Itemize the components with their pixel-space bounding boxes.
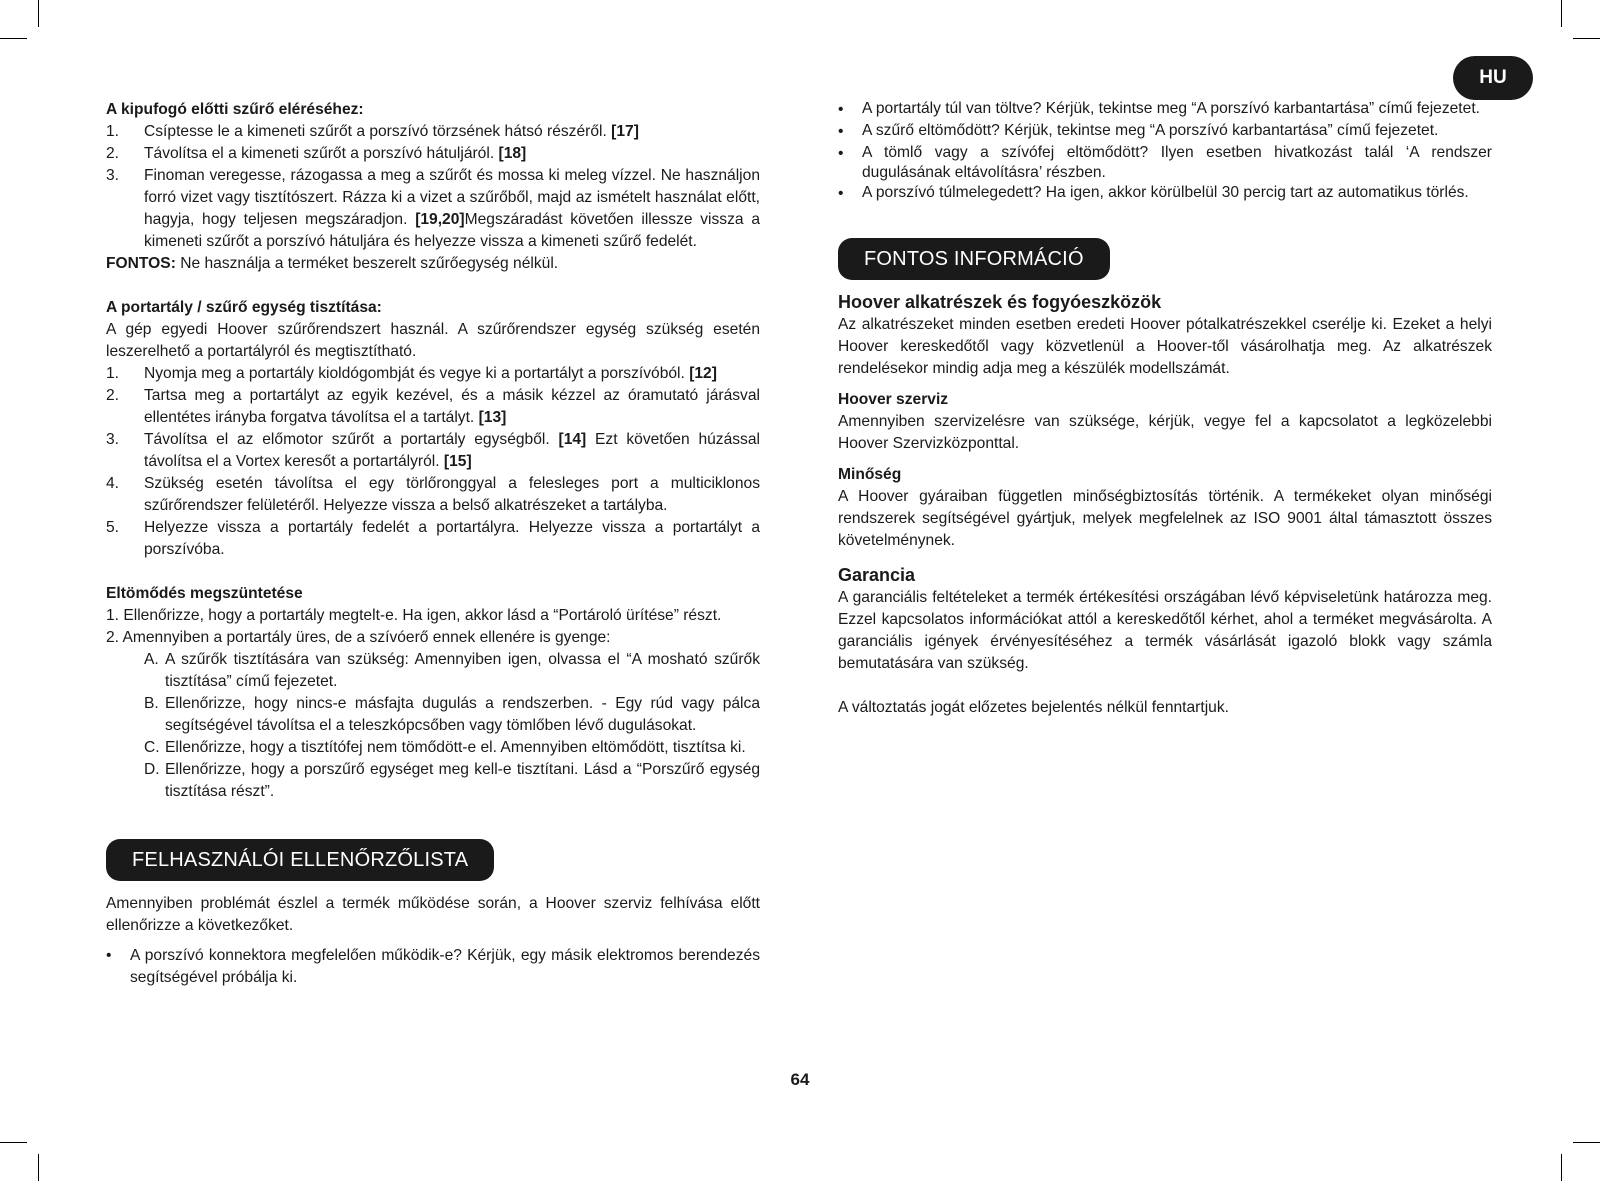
list-item: B. Ellenőrizze, hogy nincs-e másfajta dugulás a rendszerben. - Egy rúd vagy pálca segítségével távolítsa el a teleszkópcsőben vagy tömlőben lévő dugulásokat. xyxy=(144,695,760,734)
list-item: 3. Finoman veregesse, rázogassa a meg a szűrőt és mossa ki meleg vízzel. Ne használjon forró vizet vagy tisztítószert. Rázza ki a vizet a szűrőből, majd az ismételt használat előtt, hagyja, hogy teljesen megszáradjon. [19,20]Megszáradást követően illessze vissza a kimeneti szűrőt a porszívó hátuljára és helyezze vissza a kimeneti szűrő fedelét. xyxy=(106,167,761,250)
list-item: 3. Távolítsa el az előmotor szűrőt a portartály egységből. [14] Ezt követően húzással távolítsa el a Vortex keresőt a portartályról. [15] xyxy=(106,431,760,470)
list-item: 5. Helyezze vissza a portartály fedelét a portartályra. Helyezze vissza a portartályt a porszívóba. xyxy=(106,519,760,558)
list-item: C. Ellenőrizze, hogy a tisztítófej nem tömődött-e el. Amennyiben eltömődött, tisztítsa ki. xyxy=(144,739,746,756)
quality-text: A Hoover gyáraiban független minőségbiztosítás történik. A termékeket olyan minőségi rendszerek segítségével gyártjuk, melyek megfelelnek az ISO 9001 által támasztott összes követelménynek. xyxy=(838,488,1492,549)
blockage-heading: Eltömődés megszüntetése xyxy=(106,585,303,602)
crop-mark xyxy=(38,0,39,27)
crop-mark xyxy=(1561,1154,1562,1181)
list-item: D. Ellenőrizze, hogy a porszűrő egységet meg kell-e tisztítani. Lásd a “Porszűrő egység tisztítása részt”. xyxy=(144,761,760,800)
parts-heading: Hoover alkatrészek és fogyóeszközök xyxy=(838,292,1162,312)
warranty-heading: Garancia xyxy=(838,565,916,585)
checklist-intro: Amennyiben problémát észlel a termék működése során, a Hoover szerviz felhívása előtt ellenőrizze a következőket. xyxy=(106,895,760,934)
list-item: • A porszívó konnektora megfelelően működik-e? Kérjük, egy másik elektromos berendezés segítségével próbálja ki. xyxy=(106,947,760,986)
crop-mark xyxy=(1561,0,1562,27)
crop-mark xyxy=(1573,1142,1600,1143)
list-item: 4. Szükség esetén távolítsa el egy törlőronggyal a felesleges port a multiciklonos szűrőrendszer felületéről. Helyezze vissza a belső alkatrészeket a tartályba. xyxy=(106,475,760,514)
important-note: FONTOS: Ne használja a terméket beszerelt szűrőegység nélkül. xyxy=(106,255,559,272)
list-item: 1. Csíptesse le a kimeneti szűrőt a porszívó törzsének hátsó részéről. [17] xyxy=(106,123,639,140)
left-column xyxy=(106,99,760,989)
list-item: • A szűrő eltömődött? Kérjük, tekintse meg “A porszívó karbantartása” című fejezetet. xyxy=(838,122,1439,140)
important-info-heading: FONTOS INFORMÁCIÓ xyxy=(838,238,1110,280)
user-checklist-heading: FELHASZNÁLÓI ELLENŐRZŐLISTA xyxy=(106,839,494,881)
list-item: 2. Tartsa meg a portartályt az egyik kezével, és a másik kézzel az óramutató járásval ellentétes irányba forgatva távolítsa el a tartályt. [13] xyxy=(106,387,760,426)
warranty-text: A garanciális feltételeket a termék értékesítési országában lévő képviseletünk határozza meg. Ezzel kapcsolatos információkat attól a kereskedőtől kérhet, ahol a terméket megvásárolta. A garanciális igények érvényesítéséhez a termék vásárlását igazoló blokk vagy számla bemutatására van szükség. xyxy=(838,589,1492,672)
exhaust-filter-heading: A kipufogó előtti szűrő eléréséhez: xyxy=(106,101,364,118)
right-column xyxy=(838,99,1492,719)
change-notice: A változtatás jogát előzetes bejelentés nélkül fenntartjuk. xyxy=(838,699,1229,716)
crop-mark xyxy=(38,1154,39,1181)
parts-text: Az alkatrészeket minden esetben eredeti Hoover pótalkatrészekkel cserélje ki. Ezeket a helyi Hoover kereskedőtől vagy közvetlenül a Hoover-től vásárolhatja meg. Az alkatrészek rendelésekor mindig adja meg a készülék modellszámát. xyxy=(838,316,1492,377)
list-item: • A portartály túl van töltve? Kérjük, tekintse meg “A porszívó karbantartása” című fejezetet. xyxy=(838,100,1480,118)
crop-mark xyxy=(1573,38,1600,39)
bin-intro: A gép egyedi Hoover szűrőrendszert használ. A szűrőrendszer egység szükség esetén leszerelhető a portartályról és megtisztítható. xyxy=(106,321,760,360)
list-item: 1. Nyomja meg a portartály kioldógombját és vegye ki a portartályt a porszívóból. [12] xyxy=(106,365,717,382)
page-number: 64 xyxy=(790,1070,810,1089)
quality-heading: Minőség xyxy=(838,466,902,483)
list-item: • A porszívó túlmelegedett? Ha igen, akkor körülbelül 30 percig tart az automatikus törlés. xyxy=(838,184,1469,202)
service-text: Amennyiben szervizelésre van szüksége, kérjük, vegye fel a kapcsolatot a legközelebbi Hoover Szervizközponttal. xyxy=(838,413,1492,452)
blockage-item-1: 1. Ellenőrizze, hogy a portartály megtelt-e. Ha igen, akkor lásd a “Portároló ürítése” részt. xyxy=(106,607,722,624)
crop-mark xyxy=(0,38,27,39)
list-item: 2. Távolítsa el a kimeneti szűrőt a porszívó hátuljáról. [18] xyxy=(106,145,527,162)
bin-cleaning-heading: A portartály / szűrő egység tisztítása: xyxy=(106,299,382,316)
service-heading: Hoover szerviz xyxy=(838,391,949,408)
blockage-item-2: 2. Amennyiben a portartály üres, de a szívóerő ennek ellenére is gyenge: xyxy=(106,629,611,646)
list-item: A. A szűrők tisztítására van szükség: Amennyiben igen, olvassa el “A mosható szűrők tisztítása” című fejezetet. xyxy=(144,651,760,690)
language-badge: HU xyxy=(1453,56,1533,100)
list-item: • A tömlő vagy a szívófej eltömődött? Ilyen esetben hivatkozást talál ‘A rendszer dugulásának eltávolításra’ részben. xyxy=(838,144,1492,181)
crop-mark xyxy=(0,1142,27,1143)
